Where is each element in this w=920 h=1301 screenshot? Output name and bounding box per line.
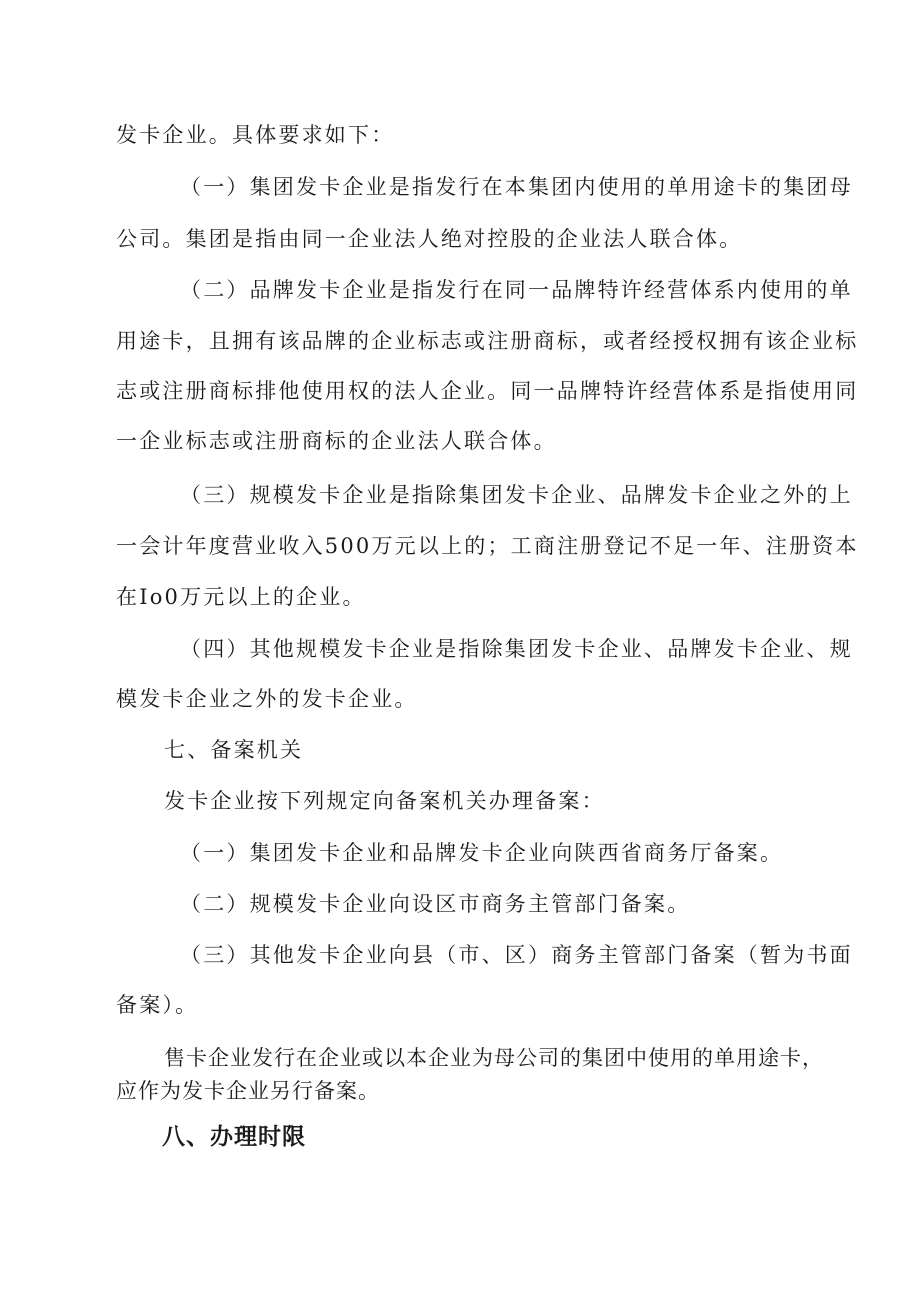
text-line: 备案）。 (116, 993, 199, 1017)
text-line: 在Io0万元以上的企业。 (116, 585, 366, 609)
text-line: （二）品牌发卡企业是指发行在同一品牌特许经营体系内使用的单 (180, 278, 853, 302)
text-line: 一企业标志或注册商标的企业法人联合体。 (116, 429, 557, 453)
text-line: 用途卡，且拥有该品牌的企业标志或注册商标，或者经授权拥有该企业标 (116, 329, 859, 353)
text-line: （一）集团发卡企业和品牌发卡企业向陕西省商务厅备案。 (180, 841, 784, 865)
text-line: 发卡企业。具体要求如下： (116, 123, 395, 147)
text-line: （三）规模发卡企业是指除集团发卡企业、品牌发卡企业之外的上 (180, 483, 853, 507)
text-line: 发卡企业按下列规定向备案机关办理备案： (164, 789, 605, 813)
text-line: 售卡企业发行在企业或以本企业为母公司的集团中使用的单用途卡， (164, 1046, 824, 1070)
text-line: （一）集团发卡企业是指发行在本集团内使用的单用途卡的集团母 (180, 175, 853, 199)
text-line: （二）规模发卡企业向设区市商务主管部门备案。 (180, 892, 691, 916)
text-line: （四）其他规模发卡企业是指除集团发卡企业、品牌发卡企业、规 (180, 637, 853, 661)
text-line: （三）其他发卡企业向县（市、区）商务主管部门备案（暂为书面 (180, 943, 853, 967)
section-heading: 七、备案机关 (164, 738, 304, 762)
text-line: 一会计年度营业收入500万元以上的；工商注册登记不足一年、注册资本 (116, 534, 859, 558)
section-heading-bold: 八、办理时限 (162, 1124, 306, 1150)
text-line: 应作为发卡企业另行备案。 (116, 1079, 380, 1103)
text-line: 模发卡企业之外的发卡企业。 (116, 687, 418, 711)
text-line: 公司。集团是指由同一企业法人绝对控股的企业法人联合体。 (116, 227, 743, 251)
text-line: 志或注册商标排他使用权的法人企业。同一品牌特许经营体系是指使用同 (116, 379, 859, 403)
